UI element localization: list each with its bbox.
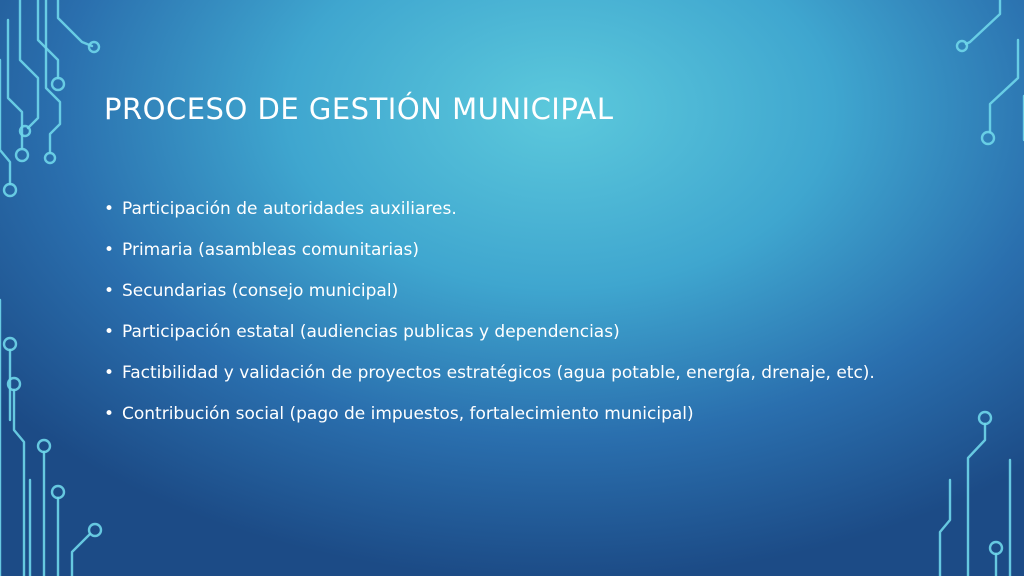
circuit-bottom-right: [940, 412, 1010, 576]
bullet-item: [104, 360, 934, 386]
bullet-text: Participación de autoridades auxiliares.: [122, 199, 457, 219]
circuit-bottom-left: [0, 300, 101, 576]
slide-title: PROCESO DE GESTIÓN MUNICIPAL: [104, 92, 614, 126]
bullet-icon: •: [104, 404, 115, 424]
bullet-item: [104, 237, 934, 263]
bullet-text: Factibilidad y validación de proyectos estratégicos (agua potable, energía, drenaje, etc).: [122, 363, 875, 383]
bullet-icon: •: [104, 281, 115, 301]
bullet-item: [104, 278, 934, 304]
circuit-top-right: [957, 0, 1024, 144]
bullet-text: Contribución social (pago de impuestos, fortalecimiento municipal): [122, 404, 694, 424]
bullet-text: Primaria (asambleas comunitarias): [122, 240, 419, 260]
bullet-text: Secundarias (consejo municipal): [122, 281, 399, 301]
circuit-top-left: [0, 0, 99, 196]
bullet-icon: •: [104, 363, 115, 383]
bullet-item: [104, 196, 934, 222]
bullet-icon: •: [104, 240, 115, 260]
bullet-icon: •: [104, 199, 115, 219]
bullet-list: [104, 196, 934, 442]
bullet-item: [104, 401, 934, 427]
bullet-icon: •: [104, 322, 115, 342]
bullet-item: [104, 319, 934, 345]
bullet-text: Participación estatal (audiencias publicas y dependencias): [122, 322, 620, 342]
